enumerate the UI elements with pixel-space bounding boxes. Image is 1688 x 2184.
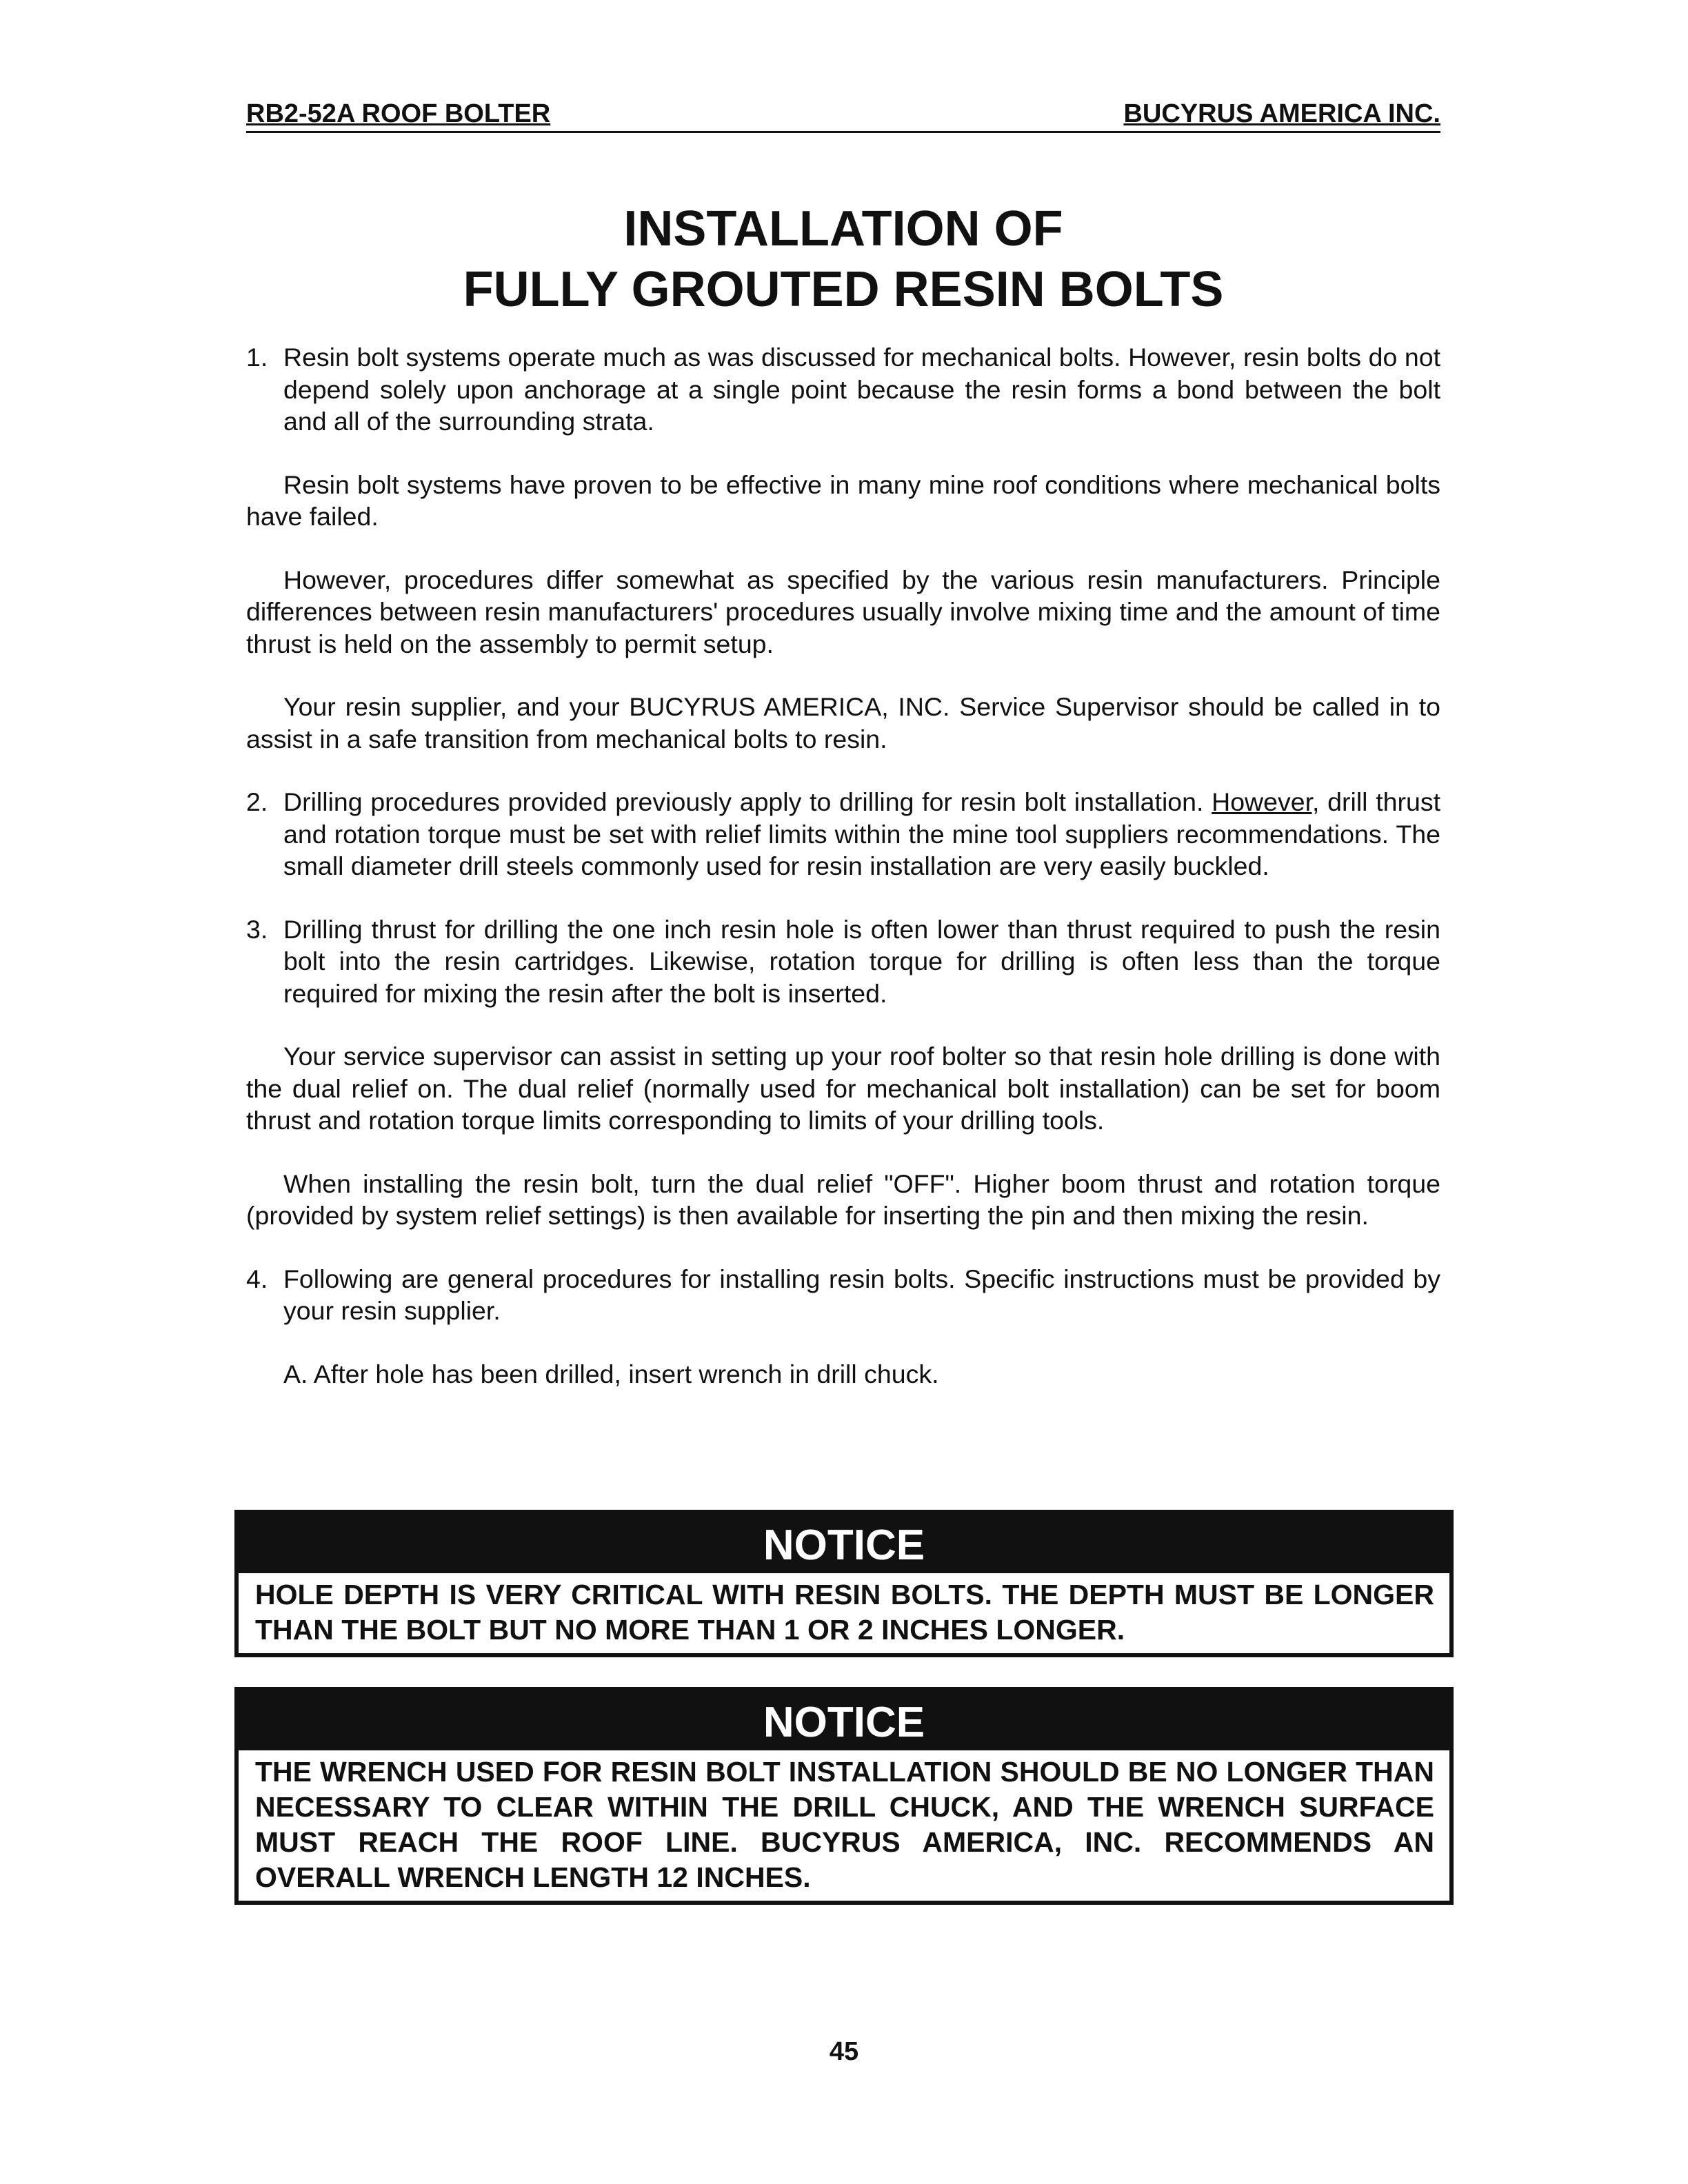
list-text: Resin bolt systems operate much as was discussed for mechanical bolts. However, resin bolts do not depend solely upon anchorage at a single point because the resin forms a bond between the bolt and all of the surrounding strata. bbox=[283, 343, 1440, 436]
list-number: 1. bbox=[246, 343, 268, 372]
notice-heading: NOTICE bbox=[239, 1514, 1449, 1573]
list-number: 3. bbox=[246, 914, 268, 944]
list-item-2 bbox=[246, 786, 1440, 882]
list-text: Drilling thrust for drilling the one inch resin hole is often lower than thrust required to push the resin bolt into the resin cartridges. Likewise, rotation torque for drilling is often less than the torque required for mixing the resin after the bolt is inserted. bbox=[283, 914, 1440, 1008]
page-number: 45 bbox=[829, 2037, 859, 2066]
page-header bbox=[246, 97, 1440, 133]
notice-text: THE WRENCH USED FOR RESIN BOLT INSTALLATION SHOULD BE NO LONGER THAN NECESSARY TO CLEAR WITHIN THE DRILL CHUCK, AND THE WRENCH SURFACE MUST REACH THE ROOF LINE. BUCYRUS AMERICA, INC. RECOMMENDS AN OVERALL WRENCH LENGTH 12 INCHES. bbox=[255, 1756, 1434, 1893]
list-item-1 bbox=[246, 341, 1440, 438]
header-company: BUCYRUS AMERICA INC. bbox=[1123, 99, 1440, 128]
list-text: Following are general procedures for installing resin bolts. Specific instructions must be provided by your resin supplier. bbox=[283, 1264, 1440, 1325]
notice-box-wrench bbox=[234, 1687, 1454, 1905]
title-line-2: FULLY GROUTED RESIN BOLTS bbox=[463, 262, 1224, 317]
document-body bbox=[246, 341, 1440, 1390]
paragraph-supplier: Your resin supplier, and your BUCYRUS AMERICA, INC. Service Supervisor should be called in to assist in a safe transition from mechanical bolts to resin. bbox=[246, 692, 1440, 754]
notice-heading: NOTICE bbox=[239, 1691, 1449, 1750]
list-text: Drilling procedures provided previously apply to drilling for resin bolt installation. bbox=[283, 787, 1204, 816]
notice-box-hole-depth bbox=[234, 1510, 1454, 1657]
notice-text: HOLE DEPTH IS VERY CRITICAL WITH RESIN BOLTS. THE DEPTH MUST BE LONGER THAN THE BOLT BUT NO MORE THAN 1 OR 2 INCHES LONGER. bbox=[255, 1579, 1434, 1646]
paragraph-procedures: However, procedures differ somewhat as specified by the various resin manufacturers. Principle differences between resin manufacturers' procedures usually involve mixing time and the amount of time thrust is held on the assembly to permit setup. bbox=[246, 565, 1440, 658]
paragraph-service-supervisor: Your service supervisor can assist in setting up your roof bolter so that resin hole drilling is done with the dual relief on. The dual relief (normally used for mechanical bolt installation) can be set for boom thrust and rotation torque limits corresponding to limits of your drilling tools. bbox=[246, 1042, 1440, 1135]
page-title bbox=[246, 199, 1440, 320]
paragraph-dual-relief: When installing the resin bolt, turn the dual relief "OFF". Higher boom thrust and rotation torque (provided by system relief settings) is then available for inserting the pin and then mixing the resin. bbox=[246, 1169, 1440, 1230]
list-item-3 bbox=[246, 913, 1440, 1010]
list-text-continued: drill thrust and rotation torque must be set with relief limits within the mine tool suppliers recommendations. The small diameter drill steels commonly used for resin installation are very easily buckled. bbox=[283, 787, 1441, 880]
list-number: 2. bbox=[246, 787, 268, 816]
underlined-word: However, bbox=[1212, 787, 1320, 816]
list-item-4 bbox=[246, 1263, 1440, 1327]
paragraph-effective: Resin bolt systems have proven to be effective in many mine roof conditions where mechanical bolts have failed. bbox=[246, 469, 1440, 531]
sub-step-a: A. After hole has been drilled, insert wrench in drill chuck. bbox=[283, 1359, 939, 1388]
title-line-1: INSTALLATION OF bbox=[623, 201, 1063, 256]
list-number: 4. bbox=[246, 1264, 268, 1293]
header-model: RB2-52A ROOF BOLTER bbox=[246, 99, 551, 128]
